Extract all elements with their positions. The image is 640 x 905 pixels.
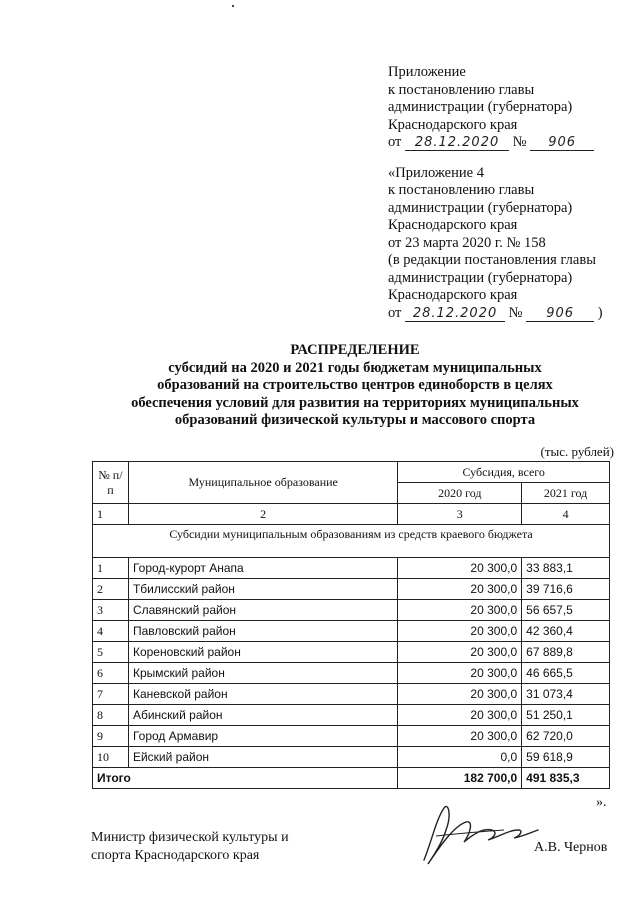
signer-name: А.В. Чернов	[534, 840, 608, 855]
appendix-line: администрации (губернатора)	[388, 99, 573, 115]
table-row	[93, 579, 610, 600]
row-number: 2	[93, 579, 129, 600]
title-line: субсидий на 2020 и 2021 годы бюджетам муниципальных	[168, 359, 542, 376]
appendix4-line: (в редакции постановления главы	[388, 252, 596, 268]
appendix4-line: администрации (губернатора)	[388, 199, 573, 216]
row-number: 8	[93, 705, 129, 726]
total-2020: 182 700,0	[398, 768, 522, 789]
signature	[414, 800, 544, 872]
value-2021: 46 665,5	[522, 663, 610, 684]
municipality-name: Крымский район	[128, 663, 397, 684]
row-number: 10	[93, 747, 129, 768]
col-number: 4	[522, 504, 610, 525]
total-row	[93, 768, 610, 789]
row-number: 7	[93, 684, 129, 705]
table-row	[93, 684, 610, 705]
appendix4-line: к постановлению главы	[388, 182, 535, 198]
table-row	[93, 726, 610, 747]
header-subsidy: Субсидия, всего	[398, 462, 610, 483]
handwritten-number: 906	[526, 307, 594, 322]
value-2020: 20 300,0	[398, 705, 522, 726]
municipality-name: Павловский район	[128, 621, 397, 642]
municipality-name: Город-курорт Анапа	[128, 558, 397, 579]
handwritten-date: 28.12.2020	[405, 307, 505, 322]
value-2021: 39 716,6	[522, 579, 610, 600]
table-row	[93, 747, 610, 768]
header-row	[93, 462, 610, 483]
row-number: 1	[93, 558, 129, 579]
handwritten-date: 28.12.2020	[405, 136, 509, 151]
subsidy-table	[92, 461, 610, 789]
row-number: 3	[93, 600, 129, 621]
municipality-name: Город Армавир	[128, 726, 397, 747]
value-2021: 42 360,4	[522, 621, 610, 642]
header-2020: 2020 год	[398, 483, 522, 504]
value-2020: 20 300,0	[398, 642, 522, 663]
section-title: Субсидии муниципальным образованиям из средств краевого бюджета	[93, 525, 610, 558]
appendix-line: Приложение	[388, 64, 466, 80]
value-2020: 20 300,0	[398, 726, 522, 747]
table-row	[93, 621, 610, 642]
total-label: Итого	[93, 768, 398, 789]
appendix4-line: Краснодарского края	[388, 287, 518, 303]
value-2021: 67 889,8	[522, 642, 610, 663]
header-municipality: Муниципальное образование	[128, 462, 397, 504]
closing-quote: ».	[596, 795, 607, 810]
title-line: образований физической культуры и массового спорта	[174, 412, 536, 428]
municipality-name: Ейский район	[128, 747, 397, 768]
value-2020: 20 300,0	[398, 579, 522, 600]
municipality-name: Тбилисский район	[128, 579, 397, 600]
table-row	[93, 663, 610, 684]
appendix4-line: администрации (губернатора)	[388, 269, 573, 286]
header-2021: 2021 год	[522, 483, 610, 504]
value-2020: 0,0	[398, 747, 522, 768]
table-row	[93, 705, 610, 726]
col-number: 2	[128, 504, 397, 525]
appendix4-line: «Приложение 4	[388, 164, 484, 181]
appendix4-date-line	[388, 305, 603, 323]
minister-line: спорта Краснодарского края	[91, 847, 260, 863]
closing-paren: )	[597, 304, 603, 321]
handwritten-number: 906	[530, 136, 594, 151]
scan-speck	[232, 5, 234, 7]
col-number: 1	[93, 504, 129, 525]
appendix-line: к постановлению главы	[388, 81, 535, 98]
value-2020: 20 300,0	[398, 684, 522, 705]
row-number: 9	[93, 726, 129, 747]
appendix4-line: Краснодарского края	[388, 217, 518, 233]
number-label: №	[512, 134, 527, 150]
col-number: 3	[398, 504, 522, 525]
from-label: от	[388, 134, 402, 150]
column-number-row	[93, 504, 610, 525]
row-number: 6	[93, 663, 129, 684]
value-2021: 59 618,9	[522, 747, 610, 768]
table-row	[93, 600, 610, 621]
title-line: обеспечения условий для развития на территориях муниципальных	[131, 394, 579, 411]
municipality-name: Кореновский район	[128, 642, 397, 663]
municipality-name: Каневской район	[128, 684, 397, 705]
row-number: 5	[93, 642, 129, 663]
appendix-date-line	[388, 134, 603, 152]
value-2021: 56 657,5	[522, 600, 610, 621]
municipality-name: Абинский район	[128, 705, 397, 726]
value-2020: 20 300,0	[398, 558, 522, 579]
appendix-line: Краснодарского края	[388, 116, 518, 133]
value-2020: 20 300,0	[398, 600, 522, 621]
minister-title	[91, 829, 289, 864]
value-2021: 33 883,1	[522, 558, 610, 579]
appendix-block	[388, 64, 603, 322]
from-label: от	[388, 304, 402, 321]
value-2021: 62 720,0	[522, 726, 610, 747]
table-row	[93, 642, 610, 663]
row-number: 4	[93, 621, 129, 642]
table-row	[93, 558, 610, 579]
total-2021: 491 835,3	[522, 768, 610, 789]
value-2020: 20 300,0	[398, 621, 522, 642]
title-line: образований на строительство центров единоборств в целях	[157, 377, 553, 393]
number-label: №	[508, 304, 523, 321]
title-heading: РАСПРЕДЕЛЕНИЕ	[290, 342, 420, 358]
value-2021: 51 250,1	[522, 705, 610, 726]
appendix4-line: от 23 марта 2020 г. № 158	[388, 234, 546, 251]
municipality-name: Славянский район	[128, 600, 397, 621]
document-title	[100, 342, 610, 430]
header-num: № п/п	[93, 462, 129, 504]
value-2020: 20 300,0	[398, 663, 522, 684]
section-row	[93, 525, 610, 558]
units-label: (тыс. рублей)	[540, 444, 614, 459]
value-2021: 31 073,4	[522, 684, 610, 705]
minister-line: Министр физической культуры и	[91, 830, 289, 845]
